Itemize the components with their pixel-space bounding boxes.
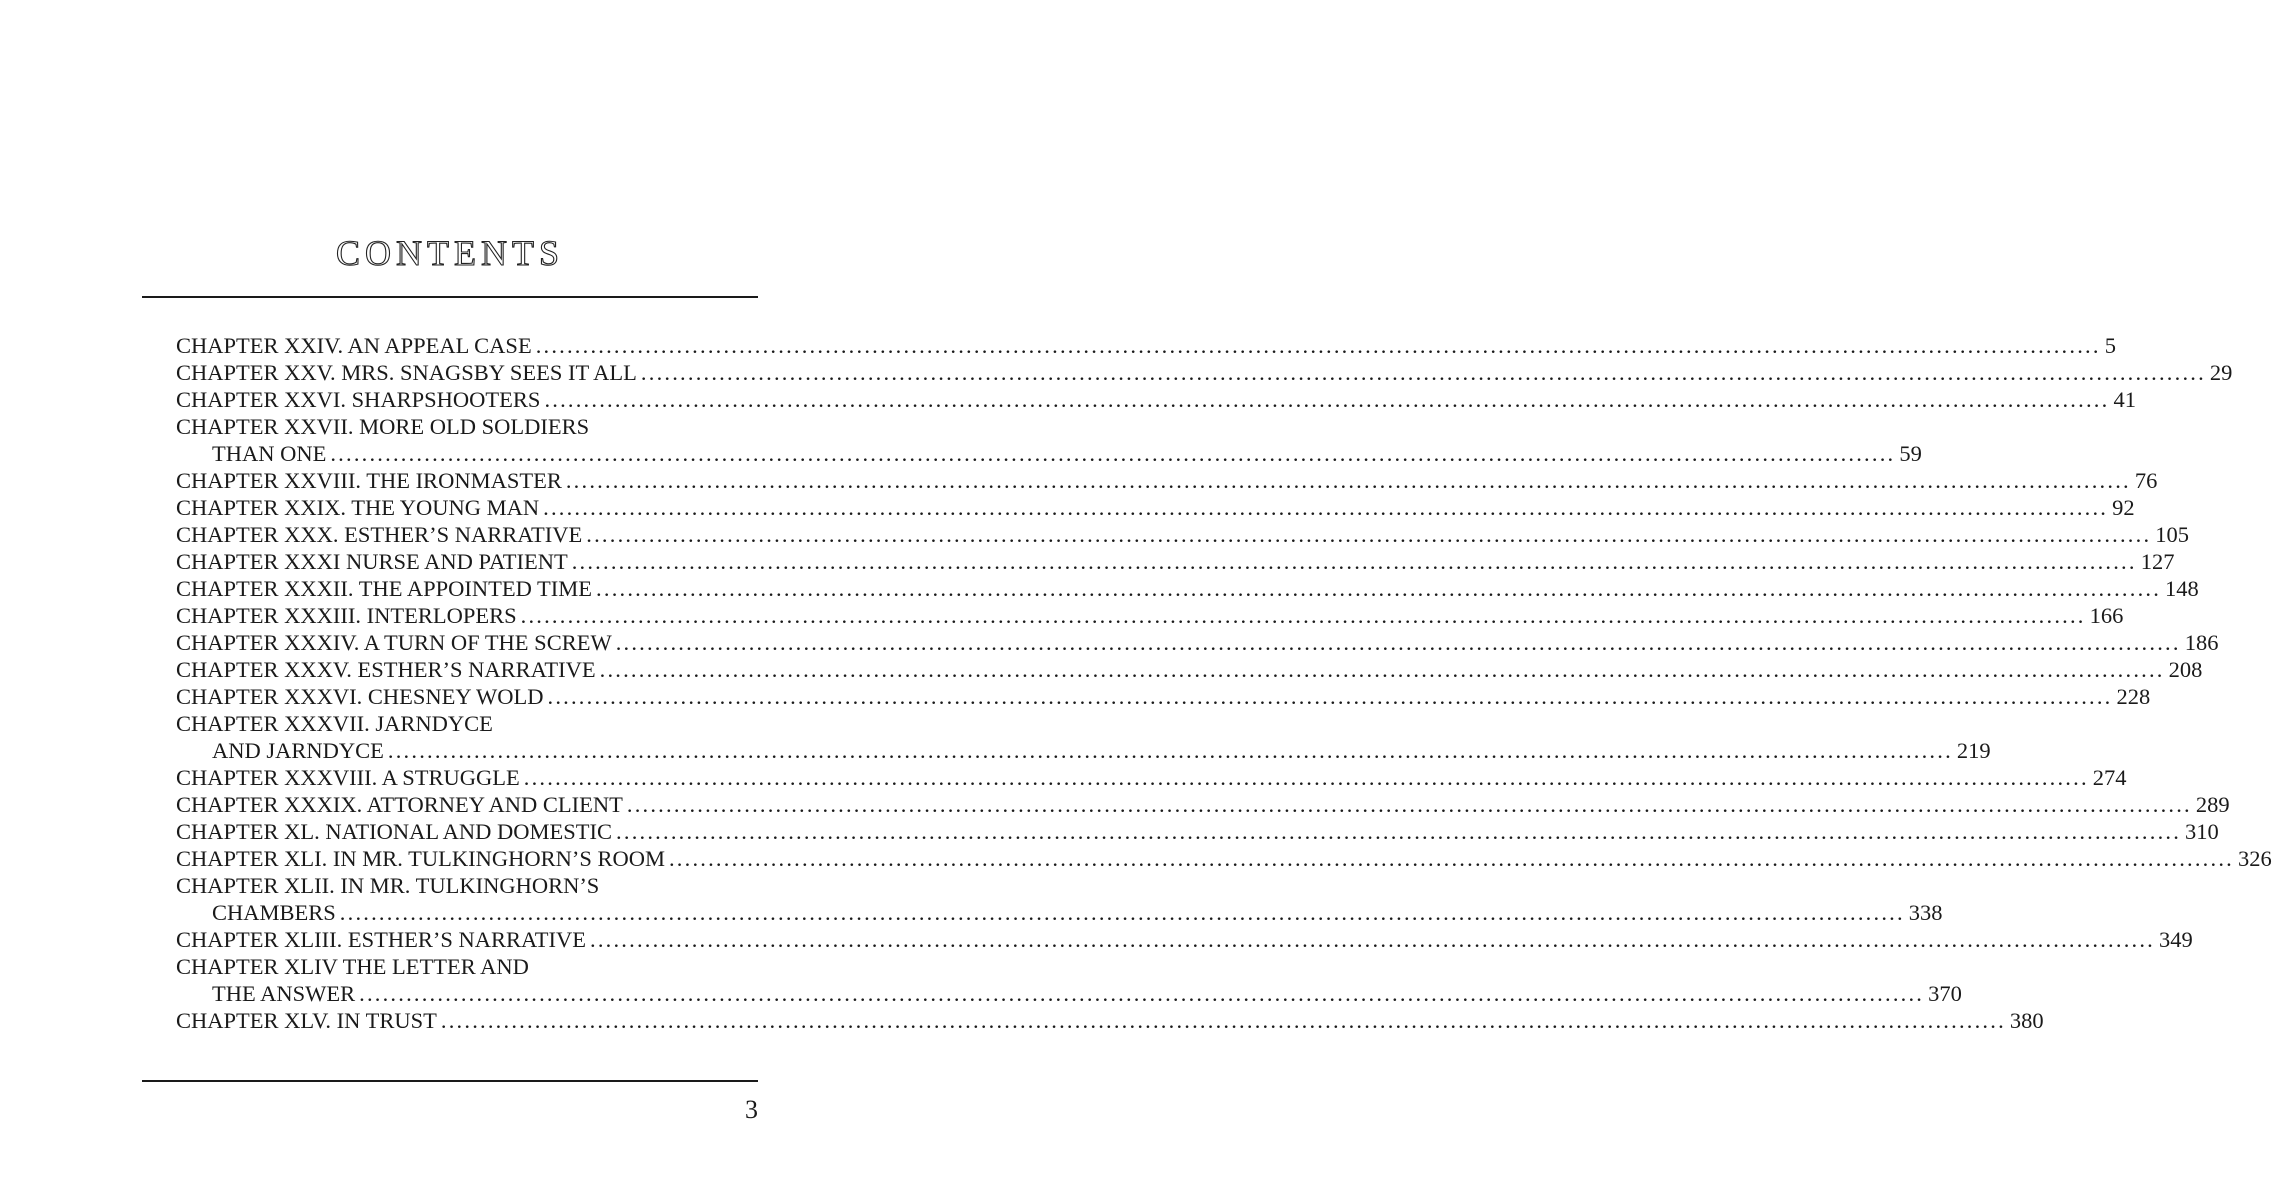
dot-leader: ........................................................................................................................................................................................................ <box>359 981 1925 1006</box>
toc-entry <box>176 386 2136 413</box>
toc-entry-title: THE ANSWER <box>212 981 356 1006</box>
toc-entry-title: AND JARNDYCE <box>212 738 384 763</box>
toc-entry-title: THAN ONE <box>212 441 327 466</box>
dot-leader: ........................................................................................................................................................................................................ <box>571 549 2137 574</box>
dot-leader: ........................................................................................................................................................................................................ <box>599 657 2165 682</box>
bottom-divider <box>142 1080 758 1082</box>
dot-leader: ........................................................................................................................................................................................................ <box>565 468 2131 493</box>
toc-entry <box>176 899 1943 926</box>
toc-entry <box>176 737 1991 764</box>
toc-entry-page: 41 <box>2113 387 2136 412</box>
toc-entry <box>176 656 2203 683</box>
dot-leader: ........................................................................................................................................................................................................ <box>387 738 1953 763</box>
toc-entry <box>176 980 1962 1007</box>
toc-entry-page: 349 <box>2159 927 2193 952</box>
toc-entry-title: CHAPTER XXV. MRS. SNAGSBY SEES IT ALL <box>176 360 637 385</box>
toc-entry <box>176 683 2151 710</box>
table-of-contents <box>176 332 2272 1034</box>
toc-entry <box>176 926 2193 953</box>
toc-entry <box>176 467 2158 494</box>
dot-leader: ........................................................................................................................................................................................................ <box>590 927 2155 952</box>
toc-entry-page: 338 <box>1908 900 1943 925</box>
toc-entry <box>176 440 1922 467</box>
toc-entry-title: CHAPTER XXIX. THE YOUNG MAN <box>176 495 540 520</box>
toc-entry-title: CHAPTER XXVI. SHARPSHOOTERS <box>176 387 541 412</box>
toc-entry-title: CHAPTER XXXII. THE APPOINTED TIME <box>176 576 593 601</box>
toc-entry <box>176 872 752 899</box>
toc-entry <box>176 710 752 737</box>
toc-entry-title: CHAPTER XXXIII. INTERLOPERS <box>176 603 517 628</box>
toc-entry-page: 274 <box>2092 765 2127 790</box>
toc-entry-page: 289 <box>2195 792 2230 817</box>
dot-leader: ........................................................................................................................................................................................................ <box>535 333 2101 358</box>
toc-entry-page: 208 <box>2168 657 2203 682</box>
toc-entry-title: CHAPTER XXXI NURSE AND PATIENT <box>176 549 568 574</box>
toc-entry <box>176 575 2199 602</box>
toc-entry-title: CHAPTER XLIII. ESTHER’S NARRATIVE <box>176 927 586 952</box>
dot-leader: ........................................................................................................................................................................................................ <box>616 819 2182 844</box>
dot-leader: ........................................................................................................................................................................................................ <box>339 900 1905 925</box>
dot-leader: ........................................................................................................................................................................................................ <box>440 1008 2006 1033</box>
dot-leader: ........................................................................................................................................................................................................ <box>668 846 2234 871</box>
toc-entry-title: CHAPTER XXXVII. JARNDYCE <box>176 711 493 736</box>
toc-entry-title: CHAPTER XXX. ESTHER’S NARRATIVE <box>176 522 583 547</box>
toc-entry <box>176 791 2230 818</box>
page-title: CONTENTS <box>336 233 564 273</box>
toc-entry-title: CHAPTER XXVIII. THE IRONMASTER <box>176 468 562 493</box>
toc-entry-title: CHAMBERS <box>212 900 336 925</box>
toc-entry <box>176 602 2124 629</box>
top-divider <box>142 296 758 298</box>
toc-entry-page: 380 <box>2009 1008 2044 1033</box>
toc-entry <box>176 359 2233 386</box>
toc-entry <box>176 818 2219 845</box>
dot-leader: ........................................................................................................................................................................................................ <box>547 684 2113 709</box>
toc-entry-title: CHAPTER XXXIX. ATTORNEY AND CLIENT <box>176 792 623 817</box>
toc-entry-title: CHAPTER XLII. IN MR. TULKINGHORN’S <box>176 873 600 898</box>
toc-entry-page: 370 <box>1928 981 1962 1006</box>
toc-entry-page: 166 <box>2089 603 2124 628</box>
toc-entry-page: 219 <box>1956 738 1991 763</box>
toc-entry-page: 310 <box>2185 819 2219 844</box>
dot-leader: ........................................................................................................................................................................................................ <box>523 765 2089 790</box>
toc-entry <box>176 413 752 440</box>
toc-entry-title: CHAPTER XXXV. ESTHER’S NARRATIVE <box>176 657 596 682</box>
toc-entry <box>176 548 2175 575</box>
toc-entry-page: 76 <box>2134 468 2158 493</box>
toc-entry-page: 29 <box>2209 360 2233 385</box>
dot-leader: ........................................................................................................................................................................................................ <box>596 576 2162 601</box>
toc-entry <box>176 953 752 980</box>
toc-entry <box>176 845 2272 872</box>
toc-entry-page: 5 <box>2104 333 2116 358</box>
toc-entry-title: CHAPTER XLIV THE LETTER AND <box>176 954 529 979</box>
toc-entry-title: CHAPTER XLV. IN TRUST <box>176 1008 437 1033</box>
toc-entry-title: CHAPTER XLI. IN MR. TULKINGHORN’S ROOM <box>176 846 665 871</box>
dot-leader: ........................................................................................................................................................................................................ <box>330 441 1896 466</box>
dot-leader: ........................................................................................................................................................................................................ <box>544 387 2110 412</box>
toc-entry-page: 127 <box>2140 549 2175 574</box>
toc-entry-title: CHAPTER XXIV. AN APPEAL CASE <box>176 333 532 358</box>
dot-leader: ........................................................................................................................................................................................................ <box>626 792 2192 817</box>
dot-leader: ........................................................................................................................................................................................................ <box>615 630 2181 655</box>
dot-leader: ........................................................................................................................................................................................................ <box>640 360 2206 385</box>
toc-entry-page: 105 <box>2155 522 2190 547</box>
toc-entry <box>176 332 2116 359</box>
toc-entry <box>176 521 2190 548</box>
toc-entry <box>176 494 2135 521</box>
dot-leader: ........................................................................................................................................................................................................ <box>543 495 2109 520</box>
toc-entry <box>176 764 2127 791</box>
toc-entry-page: 326 <box>2237 846 2272 871</box>
toc-entry-page: 92 <box>2112 495 2135 520</box>
toc-entry-title: CHAPTER XXXVIII. A STRUGGLE <box>176 765 520 790</box>
toc-entry-title: CHAPTER XXXIV. A TURN OF THE SCREW <box>176 630 612 655</box>
toc-entry <box>176 629 2219 656</box>
toc-entry <box>176 1007 2044 1034</box>
toc-entry-page: 228 <box>2116 684 2151 709</box>
toc-entry-page: 148 <box>2165 576 2199 601</box>
toc-entry-title: CHAPTER XXXVI. CHESNEY WOLD <box>176 684 544 709</box>
dot-leader: ........................................................................................................................................................................................................ <box>520 603 2086 628</box>
toc-entry-title: CHAPTER XXVII. MORE OLD SOLDIERS <box>176 414 590 439</box>
toc-entry-page: 59 <box>1899 441 1922 466</box>
toc-entry-title: CHAPTER XL. NATIONAL AND DOMESTIC <box>176 819 613 844</box>
toc-entry-page: 186 <box>2184 630 2219 655</box>
dot-leader: ........................................................................................................................................................................................................ <box>586 522 2152 547</box>
page-number: 3 <box>745 1095 758 1124</box>
